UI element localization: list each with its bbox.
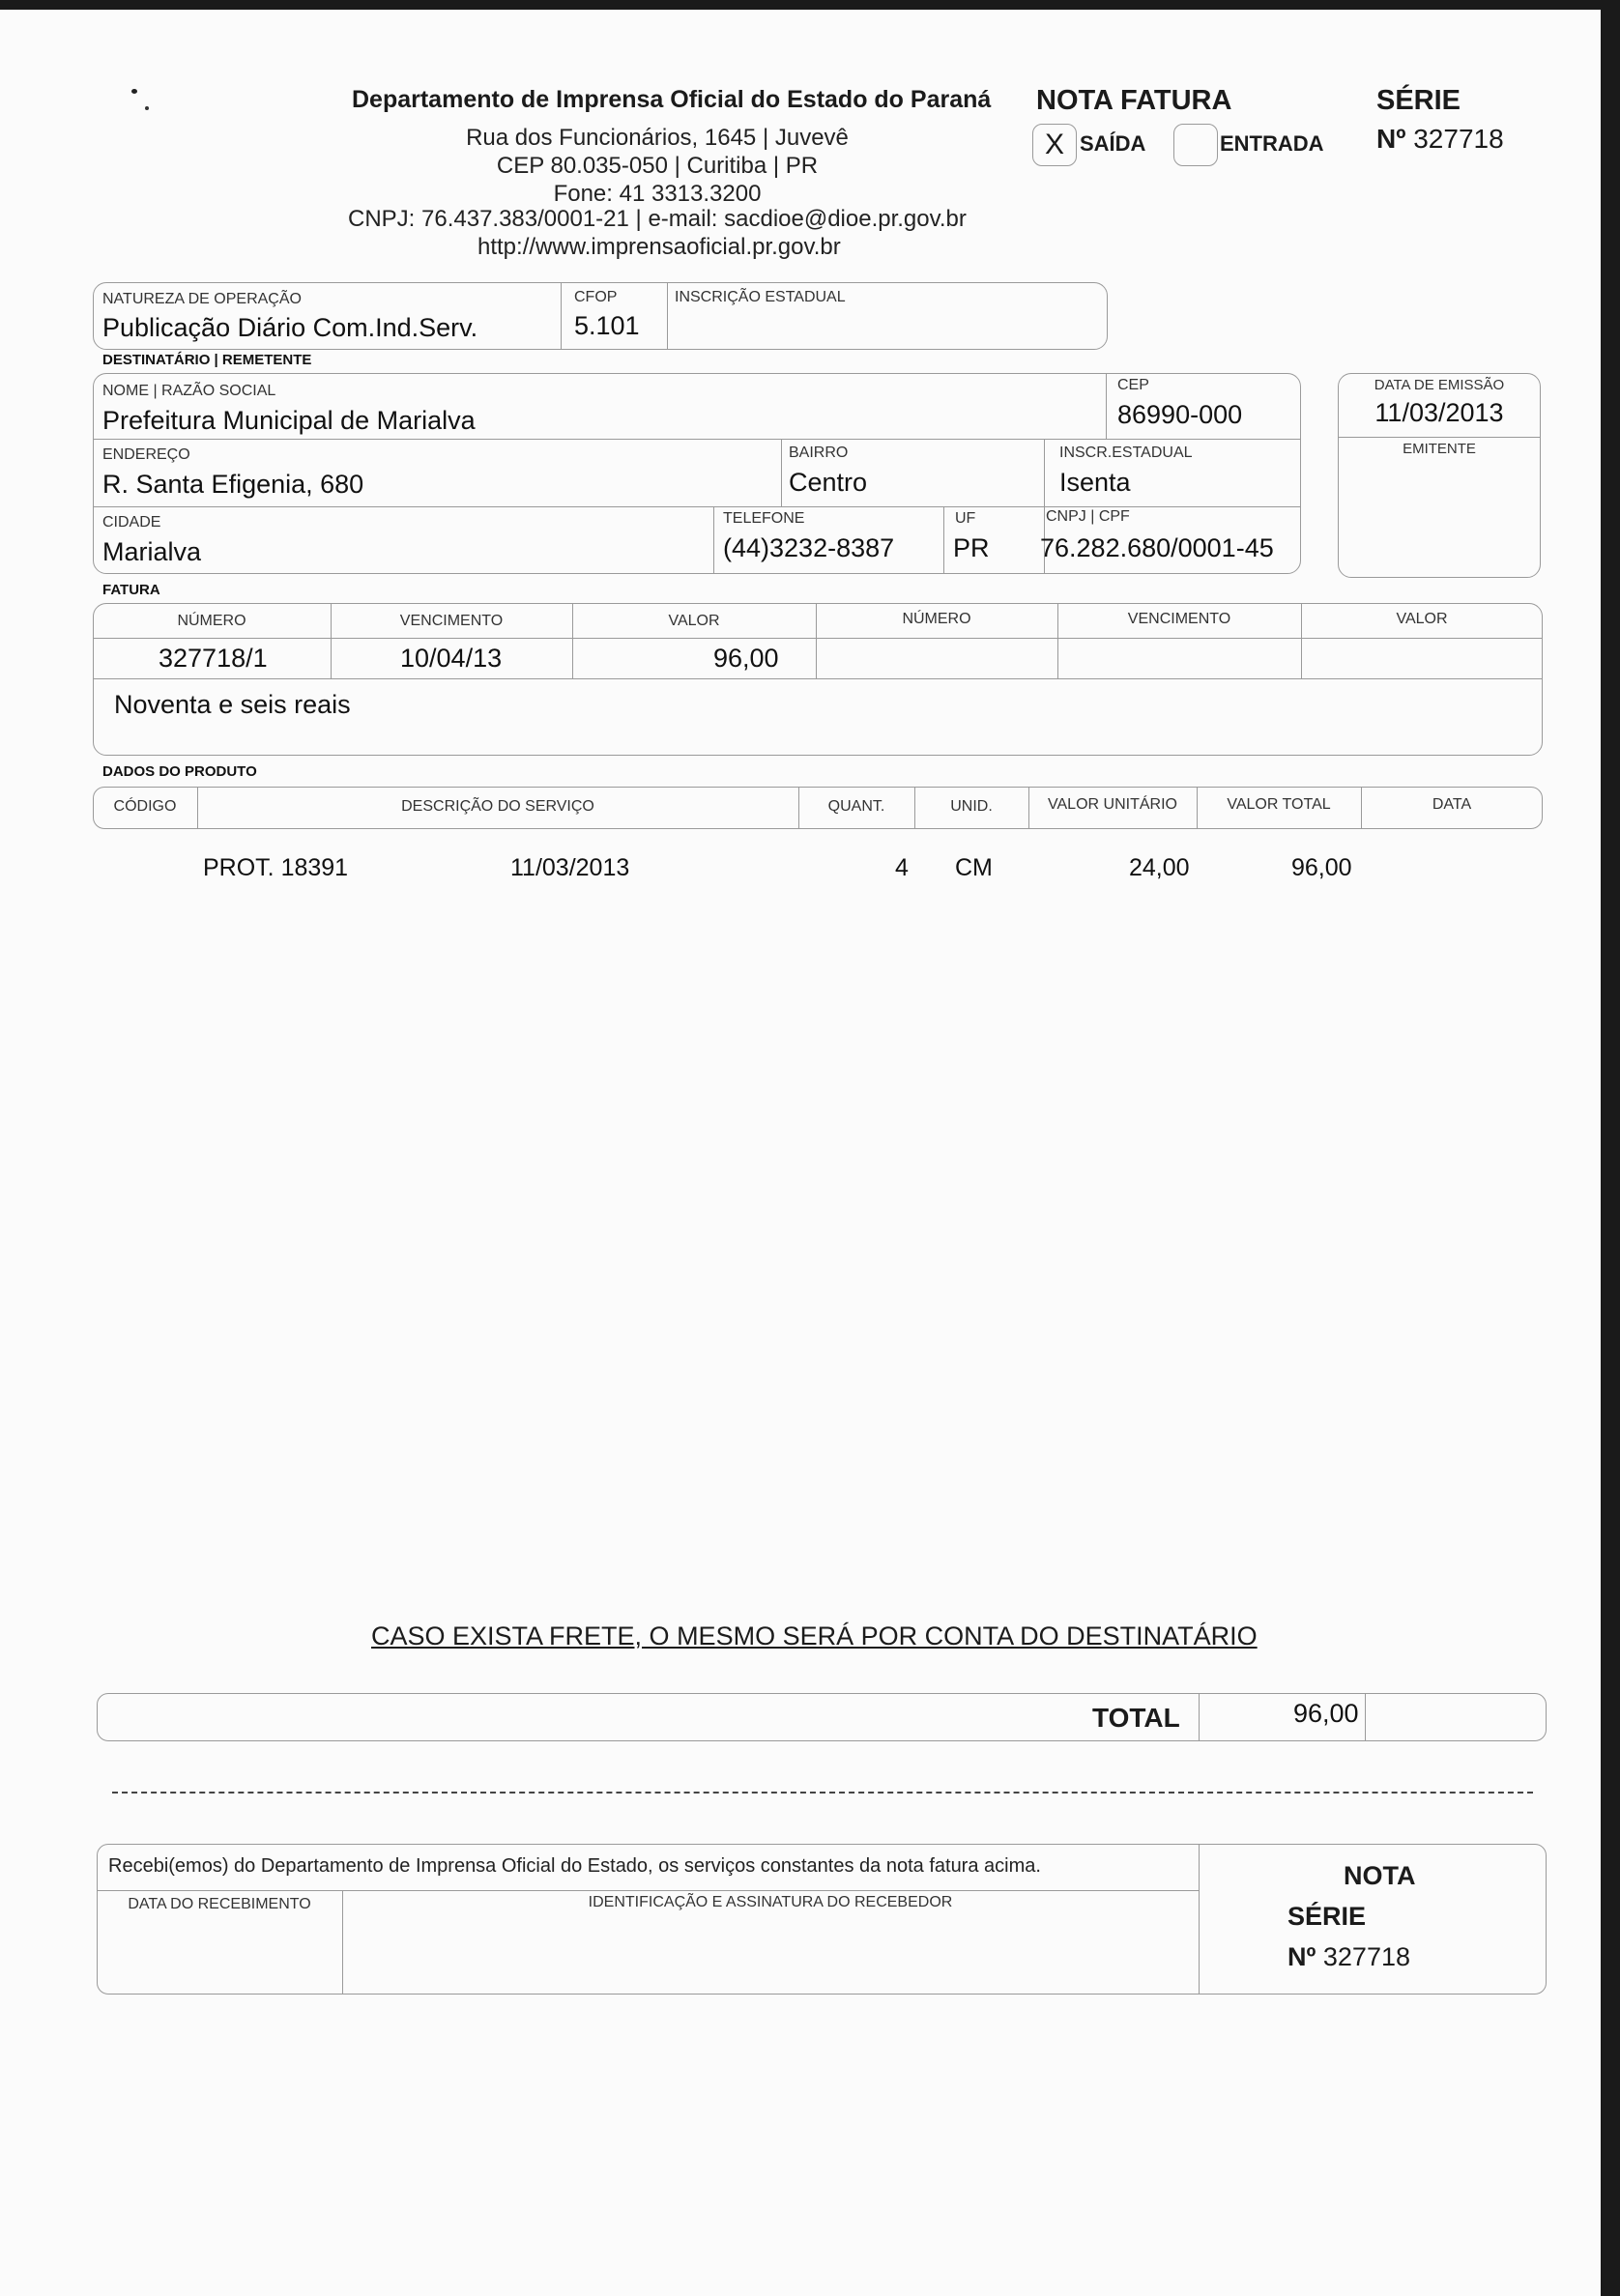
serie-number-line bbox=[1376, 124, 1504, 155]
receipt-number-label: Nº bbox=[1287, 1942, 1316, 1971]
receipt-divider bbox=[97, 1890, 1199, 1891]
recipient-col-divider bbox=[1106, 373, 1107, 439]
produto-unid: CM bbox=[955, 854, 993, 881]
produto-header-data: DATA bbox=[1432, 796, 1472, 813]
produto-section-title: DADOS DO PRODUTO bbox=[102, 763, 257, 780]
data-recebimento-label: DATA DO RECEBIMENTO bbox=[128, 1896, 311, 1912]
scan-speck bbox=[131, 89, 137, 94]
uf-label: UF bbox=[955, 510, 976, 527]
entrada-checkbox[interactable] bbox=[1173, 124, 1218, 166]
produto-valor-unitario: 24,00 bbox=[1129, 854, 1190, 881]
nome-value: Prefeitura Municipal de Marialva bbox=[102, 406, 476, 435]
fatura-divider bbox=[93, 678, 1543, 679]
issuer-cnpj-email: CNPJ: 76.437.383/0001-21 | e-mail: sacdioe@dioe.pr.gov.br bbox=[348, 206, 967, 232]
total-value: 96,00 bbox=[1293, 1699, 1359, 1728]
fatura-header-vencimento-2: VENCIMENTO bbox=[1127, 611, 1231, 627]
receipt-serie-label: SÉRIE bbox=[1287, 1902, 1367, 1931]
receipt-nota-label: NOTA bbox=[1344, 1861, 1416, 1890]
entrada-label: ENTRADA bbox=[1220, 131, 1324, 156]
natureza-label: NATUREZA DE OPERAÇÃO bbox=[102, 291, 302, 307]
inscricao-estadual-label: INSCRIÇÃO ESTADUAL bbox=[675, 289, 846, 305]
produto-header-quant: QUANT. bbox=[827, 798, 885, 815]
cut-line bbox=[112, 1792, 1533, 1794]
cidade-value: Marialva bbox=[102, 537, 202, 566]
fatura-header-vencimento: VENCIMENTO bbox=[399, 613, 504, 629]
cep-value: 86990-000 bbox=[1117, 400, 1243, 429]
fatura-vencimento: 10/04/13 bbox=[400, 644, 503, 673]
fatura-valor-extenso: Noventa e seis reais bbox=[114, 690, 351, 719]
saida-checkbox[interactable] bbox=[1032, 124, 1077, 166]
fatura-header-valor: VALOR bbox=[668, 613, 720, 629]
produto-header-descricao: DESCRIÇÃO DO SERVIÇO bbox=[401, 798, 594, 815]
endereco-label: ENDEREÇO bbox=[102, 446, 190, 463]
emission-divider bbox=[1338, 437, 1541, 438]
recipient-row-divider bbox=[93, 506, 1301, 507]
fatura-valor: 96,00 bbox=[713, 644, 779, 673]
cidade-label: CIDADE bbox=[102, 514, 161, 531]
issuer-phone: Fone: 41 3313.3200 bbox=[553, 181, 762, 207]
recipient-row-divider bbox=[93, 439, 1301, 440]
cep-label: CEP bbox=[1117, 377, 1149, 393]
natureza-value: Publicação Diário Com.Ind.Serv. bbox=[102, 313, 478, 342]
total-divider bbox=[1365, 1693, 1366, 1741]
receipt-number: 327718 bbox=[1322, 1942, 1410, 1971]
total-divider bbox=[1199, 1693, 1200, 1741]
cnpj-label: CNPJ | CPF bbox=[1046, 508, 1130, 525]
produto-valor-total: 96,00 bbox=[1291, 854, 1352, 881]
bairro-label: BAIRRO bbox=[789, 445, 849, 461]
cfop-value: 5.101 bbox=[574, 311, 640, 340]
saida-label: SAÍDA bbox=[1080, 131, 1146, 156]
produto-quant: 4 bbox=[895, 854, 909, 881]
recipient-col-divider bbox=[781, 439, 782, 506]
data-emissao-label: DATA DE EMISSÃO bbox=[1374, 377, 1505, 393]
data-emissao-value: 11/03/2013 bbox=[1374, 398, 1504, 427]
receipt-number-line bbox=[1287, 1942, 1410, 1972]
cnpj-value: 76.282.680/0001-45 bbox=[1040, 533, 1274, 562]
inscr-estadual-value: Isenta bbox=[1059, 468, 1131, 497]
issuer-name: Departamento de Imprensa Oficial do Estado do Paraná bbox=[352, 86, 992, 113]
serie-number: 327718 bbox=[1413, 124, 1504, 154]
frete-notice: CASO EXISTA FRETE, O MESMO SERÁ POR CONTA DO DESTINATÁRIO bbox=[371, 1622, 1258, 1650]
fatura-header-numero-2: NÚMERO bbox=[902, 611, 971, 627]
total-label: TOTAL bbox=[1092, 1703, 1180, 1733]
fatura-divider bbox=[93, 638, 1543, 639]
saida-check-mark: X bbox=[1044, 129, 1064, 160]
serie-number-label: Nº bbox=[1376, 124, 1406, 154]
produto-header-valor-unitario: VALOR UNITÁRIO bbox=[1048, 796, 1177, 813]
telefone-label: TELEFONE bbox=[723, 510, 805, 527]
serie-title: SÉRIE bbox=[1376, 85, 1461, 116]
bairro-value: Centro bbox=[789, 468, 868, 497]
inscr-estadual-label: INSCR.ESTADUAL bbox=[1059, 445, 1193, 461]
uf-value: PR bbox=[953, 533, 990, 562]
recipient-section-title: DESTINATÁRIO | REMETENTE bbox=[102, 352, 312, 368]
produto-descricao: 11/03/2013 bbox=[510, 854, 630, 881]
invoice-page bbox=[0, 10, 1601, 2296]
cfop-label: CFOP bbox=[574, 289, 618, 305]
issuer-cep: CEP 80.035-050 | Curitiba | PR bbox=[496, 153, 819, 179]
fatura-section-title: FATURA bbox=[102, 582, 160, 598]
receipt-statement: Recebi(emos) do Departamento de Imprensa Oficial do Estado, os serviços constantes da nota fatura acima. bbox=[108, 1855, 1041, 1877]
operation-divider bbox=[667, 282, 668, 350]
scan-speck bbox=[145, 106, 149, 110]
operation-divider bbox=[561, 282, 562, 350]
fatura-numero: 327718/1 bbox=[159, 644, 268, 673]
telefone-value: (44)3232-8387 bbox=[723, 533, 895, 562]
nota-fatura-title: NOTA FATURA bbox=[1036, 85, 1232, 116]
fatura-header-valor-2: VALOR bbox=[1396, 611, 1448, 627]
fatura-header-numero: NÚMERO bbox=[177, 613, 246, 629]
produto-header-unid: UNID. bbox=[950, 798, 993, 815]
recipient-col-divider bbox=[713, 506, 714, 574]
issuer-website: http://www.imprensaoficial.pr.gov.br bbox=[477, 234, 841, 260]
endereco-value: R. Santa Efigenia, 680 bbox=[102, 470, 364, 499]
receipt-divider bbox=[1199, 1844, 1200, 1995]
produto-codigo: PROT. 18391 bbox=[203, 854, 349, 881]
produto-header-valor-total: VALOR TOTAL bbox=[1227, 796, 1331, 813]
emitente-label: EMITENTE bbox=[1403, 441, 1476, 457]
issuer-address-block bbox=[319, 124, 996, 208]
nome-label: NOME | RAZÃO SOCIAL bbox=[102, 383, 276, 399]
issuer-address: Rua dos Funcionários, 1645 | Juvevê bbox=[466, 125, 849, 151]
assinatura-recebedor-label: IDENTIFICAÇÃO E ASSINATURA DO RECEBEDOR bbox=[588, 1894, 953, 1910]
recipient-col-divider bbox=[943, 506, 944, 574]
produto-header-codigo: CÓDIGO bbox=[113, 798, 177, 815]
